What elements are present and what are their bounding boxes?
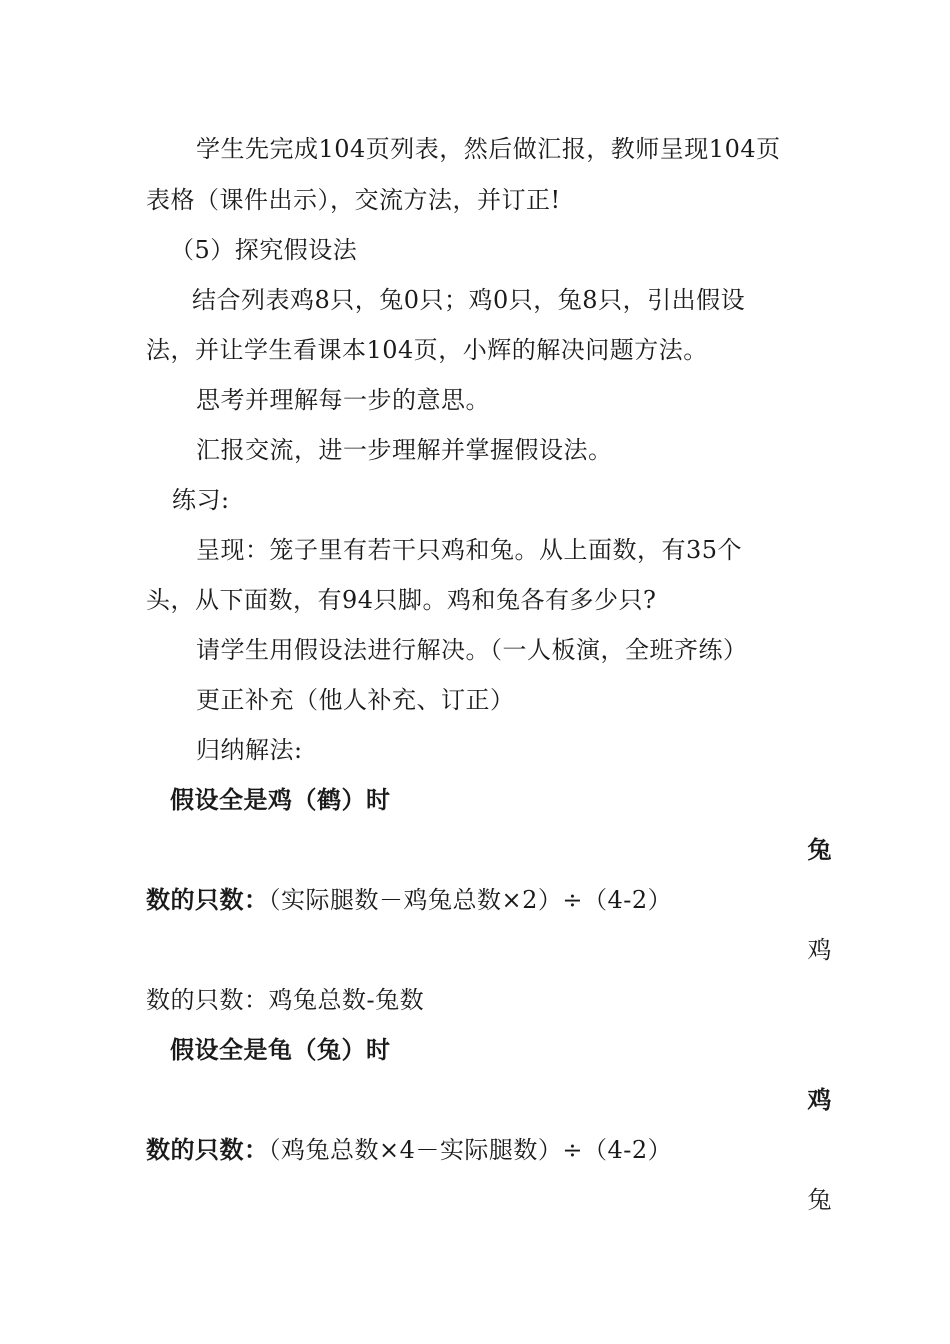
exercise-line-3: 请学生用假设法进行解决。（一人板演，全班齐练） xyxy=(196,636,748,664)
formula-heading-chicken: 假设全是鸡（鹤）时 xyxy=(170,785,391,814)
formula1-label: 数的只数： xyxy=(146,885,269,914)
formula1-right-char: 兔 xyxy=(807,835,832,864)
formula2-line: 数的只数：鸡兔总数-兔数 xyxy=(146,986,425,1014)
summary-label: 归纳解法: xyxy=(196,736,303,764)
section-heading-hypothesis: （5）探究假设法 xyxy=(170,236,358,264)
exercise-line-1: 呈现：笼子里有若干只鸡和兔。从上面数，有35个 xyxy=(196,536,743,564)
formula3-expression: （鸡兔总数×4－实际腿数）÷（4-2） xyxy=(268,1136,673,1164)
formula3-right-char: 鸡 xyxy=(807,1085,832,1114)
paragraph-line-2: 表格（课件出示），交流方法，并订正! xyxy=(146,186,561,214)
paragraph-line-3: 结合列表鸡8只，兔0只；鸡0只，兔8只，引出假设 xyxy=(192,286,746,314)
formula2-right-char: 鸡 xyxy=(807,936,832,964)
paragraph-line-6: 汇报交流，进一步理解并掌握假设法。 xyxy=(196,436,613,464)
formula3-label: 数的只数： xyxy=(146,1135,269,1164)
formula4-right-char: 兔 xyxy=(807,1186,832,1214)
formula1-line xyxy=(146,884,672,916)
formula3-line xyxy=(146,1134,672,1166)
exercise-label: 练习: xyxy=(172,486,230,514)
exercise-line-2: 头，从下面数，有94只脚。鸡和兔各有多少只? xyxy=(146,586,657,614)
paragraph-line-1: 学生先完成104页列表，然后做汇报，教师呈现104页 xyxy=(196,135,781,163)
paragraph-line-5: 思考并理解每一步的意思。 xyxy=(196,386,490,414)
formula-heading-rabbit: 假设全是龟（兔）时 xyxy=(170,1035,391,1064)
exercise-line-4: 更正补充（他人补充、订正） xyxy=(196,686,515,714)
formula1-expression: （实际腿数－鸡兔总数×2）÷（4-2） xyxy=(268,886,673,914)
paragraph-line-4: 法，并让学生看课本104页，小辉的解决问题方法。 xyxy=(146,336,708,364)
